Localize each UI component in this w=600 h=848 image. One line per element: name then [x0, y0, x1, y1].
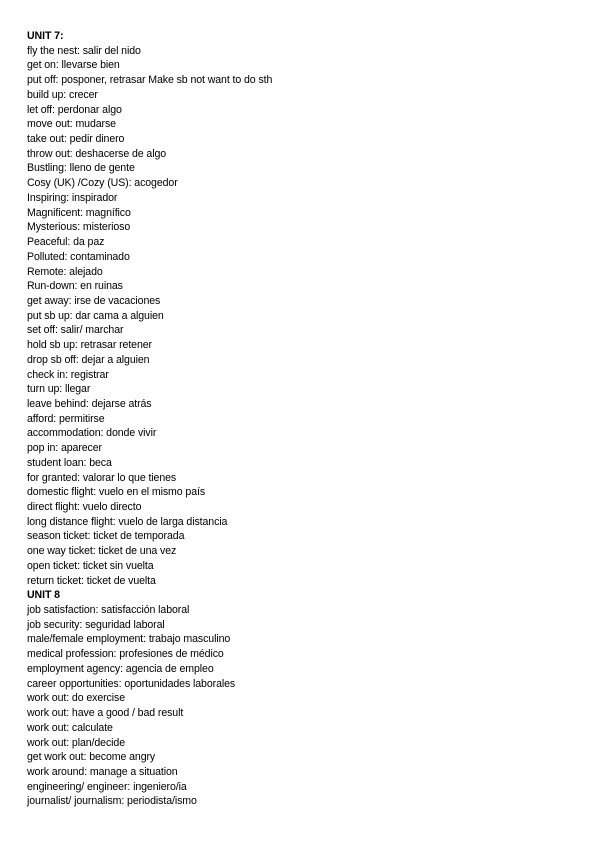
unit-7-section — [27, 29, 587, 588]
vocabulary-entry: direct flight: vuelo directo — [27, 501, 142, 513]
vocabulary-entry: one way ticket: ticket de una vez — [27, 545, 177, 558]
vocabulary-entry: put off: posponer, retrasar Make sb not want to do sth — [27, 74, 273, 87]
vocabulary-entry: fly the nest: salir del nido — [27, 44, 141, 57]
vocabulary-entry: check in: registrar — [27, 368, 109, 381]
vocabulary-entry: job satisfaction: satisfacción laboral — [27, 604, 190, 617]
vocabulary-entry: domestic flight: vuelo en el mismo país — [27, 486, 206, 499]
unit-8-heading: UNIT 8 — [27, 589, 60, 602]
vocabulary-entry: Peaceful: da paz — [27, 236, 105, 249]
vocabulary-entry: Cosy (UK) /Cozy (US): acogedor — [27, 177, 178, 190]
vocabulary-entry: get away: irse de vacaciones — [27, 294, 161, 307]
vocabulary-entry: Bustling: lleno de gente — [27, 162, 135, 175]
vocabulary-entry: move out: mudarse — [27, 118, 116, 131]
vocabulary-entry: long distance flight: vuelo de larga distancia — [27, 515, 228, 528]
vocabulary-entry: take out: pedir dinero — [27, 133, 125, 146]
vocabulary-entry: engineering/ engineer: ingeniero/ia — [27, 780, 187, 793]
unit-7-vocabulary-list — [27, 44, 587, 589]
vocabulary-entry: pop in: aparecer — [27, 442, 102, 455]
vocabulary-entry: Magnificent: magnífico — [27, 206, 131, 219]
vocabulary-entry: Remote: alejado — [27, 265, 103, 278]
vocabulary-entry: season ticket: ticket de temporada — [27, 530, 185, 543]
vocabulary-entry: set off: salir/ marchar — [27, 324, 124, 337]
vocabulary-entry: work out: plan/decide — [27, 736, 126, 749]
vocabulary-entry: hold sb up: retrasar retener — [27, 339, 152, 352]
vocabulary-entry: work around: manage a situation — [27, 765, 178, 778]
unit-8-section — [27, 588, 587, 809]
vocabulary-entry: get on: llevarse bien — [27, 59, 120, 72]
vocabulary-entry: work out: have a good / bad result — [27, 707, 184, 720]
vocabulary-entry: afford: permitirse — [27, 412, 105, 425]
vocabulary-entry: job security: seguridad laboral — [27, 618, 165, 631]
vocabulary-entry: journalist/ journalism: periodista/ismo — [27, 795, 197, 808]
unit-8-vocabulary-list — [27, 603, 587, 809]
vocabulary-entry: Mysterious: misterioso — [27, 221, 131, 234]
document-page — [27, 29, 587, 809]
vocabulary-entry: career opportunities: oportunidades laborales — [27, 677, 236, 690]
vocabulary-entry: employment agency: agencia de empleo — [27, 662, 214, 675]
vocabulary-entry: work out: do exercise — [27, 692, 125, 705]
vocabulary-entry: let off: perdonar algo — [27, 103, 122, 116]
vocabulary-entry: build up: crecer — [27, 88, 98, 101]
vocabulary-entry: student loan: beca — [27, 456, 112, 469]
vocabulary-entry: Polluted: contaminado — [27, 250, 130, 263]
vocabulary-entry: return ticket: ticket de vuelta — [27, 574, 156, 587]
unit-7-heading: UNIT 7: — [27, 30, 64, 42]
vocabulary-entry: Inspiring: inspirador — [27, 191, 118, 204]
vocabulary-entry: for granted: valorar lo que tienes — [27, 471, 177, 484]
vocabulary-entry: accommodation: donde vivir — [27, 427, 157, 440]
vocabulary-entry: leave behind: dejarse atrás — [27, 397, 152, 410]
vocabulary-entry: male/female employment: trabajo masculino — [27, 633, 231, 646]
vocabulary-entry: open ticket: ticket sin vuelta — [27, 559, 154, 572]
vocabulary-entry: throw out: deshacerse de algo — [27, 147, 167, 160]
vocabulary-entry: Run-down: en ruinas — [27, 280, 123, 293]
vocabulary-entry: work out: calculate — [27, 721, 113, 734]
vocabulary-entry: drop sb off: dejar a alguien — [27, 353, 150, 366]
vocabulary-entry: get work out: become angry — [27, 751, 156, 764]
vocabulary-entry: put sb up: dar cama a alguien — [27, 309, 164, 322]
vocabulary-entry: medical profession: profesiones de médico — [27, 648, 224, 661]
vocabulary-entry: turn up: llegar — [27, 383, 91, 396]
